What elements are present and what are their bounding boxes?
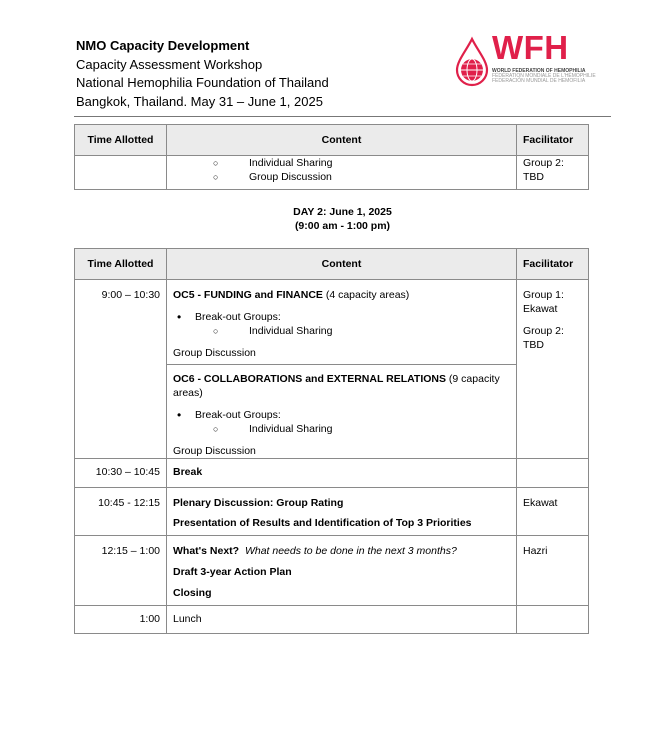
logo-subtitle-fr: FÉDÉRATION MONDIALE DE L'HÉMOPHILIE (492, 73, 596, 79)
content-cell: Plenary Discussion: Group Rating Presentation of Results and Identification of Top 3 Priorities (167, 488, 517, 536)
agenda-table-continued (74, 124, 589, 190)
time-cell: 10:45 - 12:15 (75, 488, 167, 536)
facilitator-cell: Ekawat (517, 488, 589, 536)
header-subtitle: Capacity Assessment Workshop (76, 56, 263, 72)
table-row (75, 459, 589, 488)
blood-drop-globe-icon (452, 35, 492, 87)
table-header-row (75, 249, 589, 280)
content-cell: Lunch (167, 606, 517, 634)
time-cell: 10:30 – 10:45 (75, 459, 167, 488)
table-row (75, 280, 589, 365)
session-title: OC5 - FUNDING and FINANCE (4 capacity areas) (173, 289, 410, 301)
table-row (75, 606, 589, 634)
column-header-time: Time Allotted (75, 249, 167, 280)
circle-bullet-icon: ○ (213, 172, 219, 182)
column-header-content: Content (167, 249, 517, 280)
day-time: (9:00 am - 1:00 pm) (294, 220, 391, 232)
time-cell: 12:15 – 1:00 (75, 536, 167, 606)
session-note: Group Discussion (173, 347, 256, 359)
list-item: ○ Individual Sharing (173, 324, 510, 338)
facilitator-cell: Group 2: TBD (517, 156, 589, 190)
header-divider (74, 116, 611, 117)
column-header-facilitator: Facilitator (517, 249, 589, 280)
column-header-time: Time Allotted (75, 125, 167, 156)
facilitator-cell (517, 606, 589, 634)
facilitator-cell: Hazri (517, 536, 589, 606)
content-cell: What's Next? What needs to be done in the next 3 months? Draft 3-year Action Plan Closing (167, 536, 517, 606)
circle-bullet-icon: ○ (213, 326, 219, 336)
content-cell (167, 365, 517, 459)
logo-wordmark: WFH (492, 29, 569, 66)
content-cell: Break (167, 459, 517, 488)
list-item: ○ Group Discussion (173, 170, 510, 184)
logo-subtitle-es: FEDERACIÓN MUNDIAL DE HEMOFILIA (492, 78, 586, 84)
table-header-row (75, 125, 589, 156)
time-cell (75, 156, 167, 190)
facilitator-cell (517, 459, 589, 488)
content-cell (167, 280, 517, 365)
facilitator-cell: Group 1: Ekawat Group 2: TBD (517, 280, 589, 459)
circle-bullet-icon: ○ (213, 424, 219, 434)
day-heading (74, 205, 611, 233)
time-cell: 9:00 – 10:30 (75, 280, 167, 459)
header-location-date: Bangkok, Thailand. May 31 – June 1, 2025 (76, 93, 323, 109)
time-cell: 1:00 (75, 606, 167, 634)
day-title: DAY 2: June 1, 2025 (293, 206, 392, 218)
document-header (76, 37, 329, 111)
table-row (75, 156, 589, 190)
bullet-icon: • (177, 310, 182, 324)
list-item: • Break-out Groups: (173, 310, 510, 324)
column-header-content: Content (167, 125, 517, 156)
column-header-facilitator: Facilitator (517, 125, 589, 156)
table-row (75, 536, 589, 606)
bullet-icon: • (177, 408, 182, 422)
circle-bullet-icon: ○ (213, 158, 219, 168)
header-title: NMO Capacity Development (76, 38, 250, 53)
session-note: Group Discussion (173, 445, 256, 457)
list-item: • Break-out Groups: (173, 408, 510, 422)
list-item: ○ Individual Sharing (173, 422, 510, 436)
list-item: ○ Individual Sharing (173, 156, 510, 170)
header-organization: National Hemophilia Foundation of Thailand (76, 75, 329, 90)
wfh-logo (452, 29, 602, 91)
session-title: OC6 - COLLABORATIONS and EXTERNAL RELATIONS (9 capacity areas) (173, 373, 500, 399)
content-cell (167, 156, 517, 190)
agenda-table-day2 (74, 248, 589, 634)
logo-subtitle-en: WORLD FEDERATION OF HEMOPHILIA (492, 68, 586, 74)
table-row (75, 488, 589, 536)
